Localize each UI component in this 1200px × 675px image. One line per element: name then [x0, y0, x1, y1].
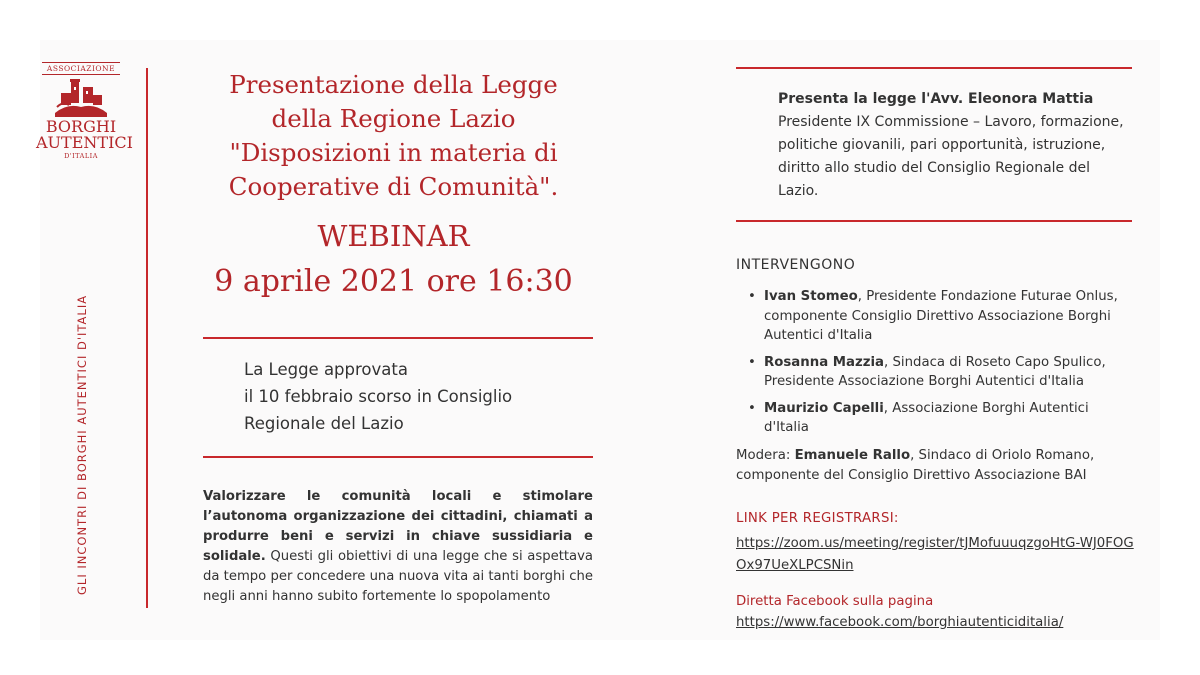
approved-line-1: La Legge approvata: [244, 360, 408, 379]
event-date: 9 aprile 2021 ore 16:30: [214, 264, 573, 299]
speaker-role: , Associazione Borghi Autentici d'Italia: [764, 400, 1089, 435]
title-line-3: "Disposizioni in materia di: [229, 138, 558, 167]
divider-left-top: [203, 337, 593, 339]
description-rest: Questi gli obiettivi di una legge che si aspettava da tempo per concedere una nuova vita ai tanti borghi che negli anni hanno subito fortemente lo spopolamento: [203, 549, 593, 604]
list-item: [748, 399, 1128, 438]
approved-line-3: Regionale del Lazio: [244, 414, 404, 433]
vertical-divider: [146, 68, 148, 608]
law-approved-note: [244, 356, 574, 437]
title-line-1: Presentazione della Legge: [229, 70, 558, 99]
bullet-icon: •: [748, 400, 756, 416]
title-line-4: Cooperative di Comunità".: [228, 172, 559, 201]
facebook-label: Diretta Facebook sulla pagina: [736, 594, 934, 609]
register-label: LINK PER REGISTRARSI:: [736, 511, 899, 526]
register-link[interactable]: https://zoom.us/meeting/register/tJMofuuuqzgoHtG-WJ0FOGOx97UeXLPCSNin: [736, 536, 1134, 573]
divider-right-middle: [736, 220, 1132, 222]
logo-line2: AUTENTICI: [36, 133, 133, 152]
divider-right-top: [736, 67, 1132, 69]
moderator-name: Emanuele Rallo: [794, 448, 911, 463]
presenter-name: Presenta la legge l'Avv. Eleonora Mattia: [778, 91, 1094, 107]
presenter-role: Presidente IX Commissione – Lavoro, formazione, politiche giovanili, pari opportunità, istruzione, diritto allo studio del Consiglio Regionale del Lazio.: [778, 114, 1124, 199]
presenter-block: [778, 88, 1128, 203]
logo-line1: BORGHI: [45, 117, 117, 136]
speaker-name: Maurizio Capelli: [764, 400, 884, 416]
logo-bottom-text: D'ITALIA: [64, 152, 98, 160]
speaker-role: , Presidente Fondazione Futurae Onlus, componente Consiglio Direttivo Associazione Borghi Autentici d'Italia: [764, 289, 1118, 343]
speaker-role: , Sindaca di Roseto Capo Spulico, Presidente Associazione Borghi Autentici d'Italia: [764, 354, 1106, 389]
moderator-line: [736, 446, 1136, 485]
speakers-list: [748, 287, 1128, 445]
logo-top-text: ASSOCIAZIONE: [42, 62, 120, 75]
moderator-role: , Sindaco di Oriolo Romano, componente del Consiglio Direttivo Associazione BAI: [736, 448, 1095, 483]
list-item: [748, 287, 1128, 346]
list-item: [748, 353, 1128, 392]
speakers-heading: INTERVENGONO: [736, 257, 856, 273]
side-caption: GLI INCONTRI DI BORGHI AUTENTICI D'ITALIA: [75, 294, 89, 595]
speaker-name: Rosanna Mazzia: [764, 354, 885, 370]
facebook-link[interactable]: https://www.facebook.com/borghiautenticiditalia/: [736, 615, 1064, 630]
webinar-label: WEBINAR: [317, 219, 470, 253]
castle-icon: [53, 77, 109, 117]
approved-line-2: il 10 febbraio scorso in Consiglio: [244, 387, 513, 406]
divider-left-bottom: [203, 456, 593, 458]
bullet-icon: •: [748, 354, 756, 370]
moderator-label: Modera:: [736, 448, 795, 463]
description-bold: Valorizzare le comunità locali e stimolare l’autonoma organizzazione dei cittadini, chiamati a produrre beni e servizi in chiave sussidiaria e solidale.: [203, 489, 593, 564]
title-line-2: della Regione Lazio: [271, 104, 516, 133]
logo: [36, 62, 133, 160]
event-title: [196, 68, 591, 204]
speaker-name: Ivan Stomeo: [764, 289, 858, 304]
bullet-icon: •: [748, 289, 756, 304]
description-paragraph: [203, 487, 593, 607]
